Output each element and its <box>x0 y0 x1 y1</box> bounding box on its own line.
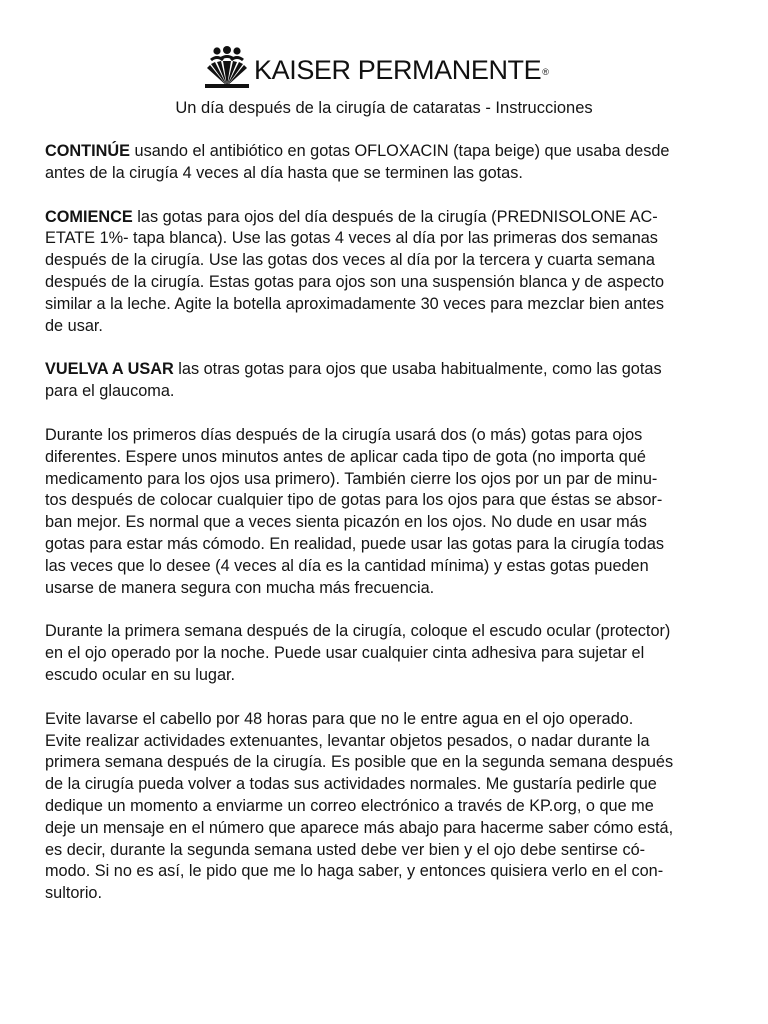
paragraph-line: ban mejor. Es normal que a veces sienta picazón en los ojos. No dude en usar más <box>45 513 647 532</box>
paragraph-line: para el glaucoma. <box>45 382 175 401</box>
paragraph-line: modo. Si no es así, le pido que me lo haga saber, y entonces quisiera verlo en el con- <box>45 862 664 881</box>
paragraph-comience <box>45 207 735 338</box>
paragraph-durante-primeros-dias <box>45 425 735 599</box>
paragraph-line: deje un mensaje en el número que aparece más abajo para hacerme saber cómo está, <box>45 818 674 837</box>
paragraph-line: dedique un momento a enviarme un correo electrónico a través de KP.org, o que me <box>45 796 654 815</box>
brand-name: KAISER PERMANENTE® <box>254 54 549 85</box>
paragraph-line: CONTINÚE usando el antibiótico en gotas OFLOXACIN (tapa beige) que usaba desde <box>45 142 670 160</box>
paragraph-line: de usar. <box>45 316 103 335</box>
paragraph-line: de la cirugía pueda volver a todas sus actividades normales. Me gustaría pedirle que <box>45 775 657 794</box>
paragraph-lead: COMIENCE <box>45 207 133 226</box>
paragraph-line: escudo ocular en su lugar. <box>45 665 236 684</box>
paragraph-line: sultorio. <box>45 884 103 903</box>
paragraph-line: es decir, durante la segunda semana usted debe ver bien y el ojo debe sentirse có- <box>45 840 646 859</box>
paragraph-line: tos después de colocar cualquier tipo de gotas para los ojos para que éstas se absor- <box>45 491 663 510</box>
paragraph-escudo-ocular <box>45 621 735 686</box>
paragraph-line: Durante los primeros días después de la cirugía usará dos (o más) gotas para ojos <box>45 425 643 444</box>
paragraph-line: ETATE 1%- tapa blanca). Use las gotas 4 veces al día por las primeras dos semanas <box>45 229 658 248</box>
paragraph-line: COMIENCE las gotas para ojos del día después de la cirugía (PREDNISOLONE AC- <box>45 207 658 226</box>
registered-mark: ® <box>542 66 549 77</box>
kaiser-permanente-logo <box>205 44 549 90</box>
paragraph-line: Evite realizar actividades extenuantes, levantar objetos pesados, o nadar durante la <box>45 731 650 750</box>
paragraph-vuelva-a-usar <box>45 359 735 403</box>
paragraph-line: antes de la cirugía 4 veces al día hasta que se terminen las gotas. <box>45 163 523 182</box>
paragraph-line: similar a la leche. Agite la botella aproximadamente 30 veces para mezclar bien antes <box>45 294 665 313</box>
paragraph-line: diferentes. Espere unos minutos antes de aplicar cada tipo de gota (no importa qué <box>45 447 646 466</box>
paragraph-line: primera semana después de la cirugía. Es posible que en la segunda semana después <box>45 753 674 772</box>
paragraph-line: en el ojo operado por la noche. Puede usar cualquier cinta adhesiva para sujetar el <box>45 644 645 663</box>
paragraph-line: las veces que lo desee (4 veces al día es la cantidad mínima) y estas gotas pueden <box>45 556 649 575</box>
document-title: Un día después de la cirugía de cataratas - Instrucciones <box>175 99 593 117</box>
paragraph-lead: VUELVA A USAR <box>45 360 174 379</box>
paragraph-continue <box>45 141 735 185</box>
paragraph-line: VUELVA A USAR las otras gotas para ojos que usaba habitualmente, como las gotas <box>45 360 662 379</box>
paragraph-line: Durante la primera semana después de la cirugía, coloque el escudo ocular (protector) <box>45 622 671 641</box>
paragraph-line: medicamento para los ojos usa primero). También cierre los ojos por un par de minu- <box>45 469 658 488</box>
paragraph-line: Evite lavarse el cabello por 48 horas para que no le entre agua en el ojo operado. <box>45 709 634 728</box>
instructions-body <box>45 141 735 927</box>
paragraph-lead: CONTINÚE <box>45 142 131 160</box>
paragraph-line: gotas para estar más cómodo. En realidad, puede usar las gotas para la cirugía todas <box>45 534 665 553</box>
paragraph-line: después de la cirugía. Estas gotas para ojos son una suspensión blanca y de aspecto <box>45 272 665 291</box>
kp-people-sunburst-icon <box>205 46 249 88</box>
paragraph-evite <box>45 709 735 905</box>
paragraph-line: usarse de manera segura con mucha más frecuencia. <box>45 578 435 597</box>
paragraph-line: después de la cirugía. Use las gotas dos veces al día por la tercera y cuarta semana <box>45 251 655 270</box>
